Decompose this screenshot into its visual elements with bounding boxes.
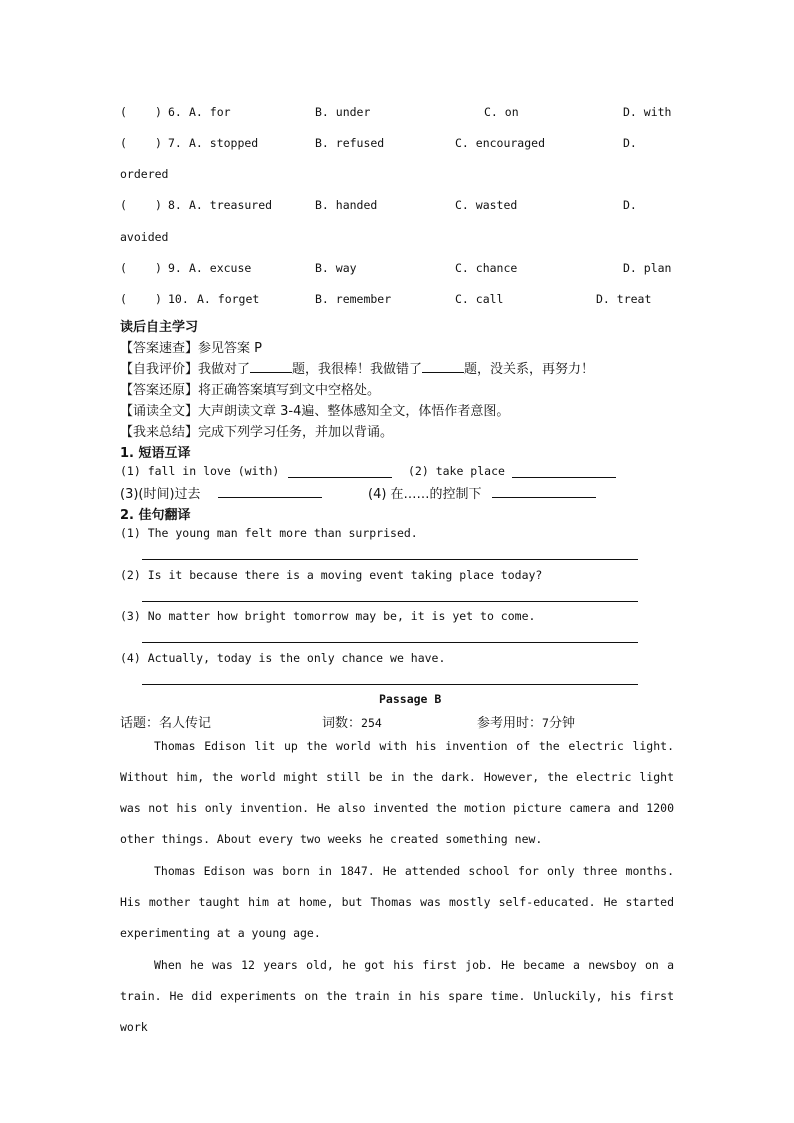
self-study-item-summary [120,421,393,440]
passage-paragraph-1: Thomas Edison lit up the world with his invention of the electric light. Without him, the world might still be in the dark. However, the electric light was not his only invention. He also invented the motion picture camera and 1200 other things. About every two weeks he created something new. [120,739,674,846]
time-unit: 分钟 [548,716,575,731]
time-value: 7 [542,716,549,730]
option-a: A. forget [197,292,260,306]
phrase-item-3: (3)(时间)过去 [120,487,201,502]
answer-paren-open: ( [120,261,127,275]
passage-reading-time [477,712,575,731]
self-study-item-read-aloud [120,400,509,419]
topic-label: 话题：名人传记 [120,716,212,731]
item-text: 大声朗读文章 3-4遍、整体感知全文，体悟作者意图。 [198,404,510,419]
phrase-item-1: (1) fall in love (with) [120,464,280,478]
time-label: 参考用时： [477,716,543,731]
option-c: C. encouraged [455,136,546,150]
option-d-wrap: avoided [120,230,169,244]
phrase-heading: 1. 短语互译 [120,446,191,461]
phrase-answer-line-3[interactable] [218,497,322,498]
option-c: C. on [484,105,519,119]
answer-paren-close: ) [155,136,162,150]
question-number: 9. [168,261,182,275]
option-d: D. [623,198,637,212]
question-number: 6. [168,105,182,119]
correct-count-blank[interactable] [250,360,292,373]
item-text: 参见答案 P [198,341,262,356]
phrase-answer-line-1[interactable] [288,477,392,478]
item-text: 完成下列学习任务，并加以背诵。 [198,425,394,440]
answer-paren-open: ( [120,105,127,119]
answer-paren-close: ) [155,198,162,212]
item-label: 【我来总结】 [120,425,199,440]
self-study-title: 读后自主学习 [120,320,199,335]
option-d: D. plan [623,261,672,275]
option-b: B. handed [315,198,378,212]
passage-word-count [322,712,382,731]
self-study-item-answer-check [120,337,262,356]
option-b: B. way [315,261,357,275]
item-label: 【答案速查】 [120,341,199,356]
option-c: C. chance [455,261,518,275]
option-c: C. call [455,292,504,306]
sentence-heading: 2. 佳句翻译 [120,508,191,523]
answer-paren-close: ) [155,105,162,119]
item-label: 【答案还原】 [120,383,199,398]
sentence-item-2: (2) Is it because there is a moving event taking place today? [120,568,543,582]
option-a: A. excuse [189,261,252,275]
option-b: B. remember [315,292,392,306]
passage-title: Passage B [379,692,442,706]
wrong-count-blank[interactable] [422,360,464,373]
answer-paren-open: ( [120,136,127,150]
item-label: 【诵读全文】 [120,404,199,419]
option-a: A. stopped [189,136,259,150]
passage-paragraph-2: Thomas Edison was born in 1847. He attended school for only three months. His mother taught him at home, but Thomas was mostly self-educated. He started experimenting at a young age. [120,864,674,940]
sentence-answer-line-2[interactable] [142,601,638,602]
self-study-item-answer-restore [120,379,380,398]
question-number: 10. [168,292,189,306]
phrase-answer-line-4[interactable] [492,497,596,498]
question-number: 7. [168,136,182,150]
item-text-c: 题，没关系，再努力！ [464,362,595,377]
answer-paren-close: ) [155,261,162,275]
option-c: C. wasted [455,198,518,212]
item-label: 【自我评价】 [120,362,199,377]
word-count-value: 254 [361,716,382,730]
item-text-b: 题，我很棒！我做错了 [292,362,423,377]
option-a: A. treasured [189,198,273,212]
option-d: D. with [623,105,672,119]
word-count-label: 词数： [322,716,362,731]
option-b: B. under [315,105,371,119]
option-d: D. [623,136,637,150]
question-number: 8. [168,198,182,212]
answer-paren-open: ( [120,198,127,212]
option-a: A. for [189,105,231,119]
answer-paren-close: ) [155,292,162,306]
sentence-answer-line-3[interactable] [142,642,638,643]
option-d: D. treat [596,292,652,306]
sentence-item-3: (3) No matter how bright tomorrow may be, it is yet to come. [120,609,536,623]
answer-paren-open: ( [120,292,127,306]
sentence-answer-line-1[interactable] [142,559,638,560]
option-b: B. refused [315,136,385,150]
passage-topic [120,712,211,731]
self-study-item-self-evaluation [120,358,594,377]
item-text-a: 我做对了 [198,362,251,377]
sentence-item-1: (1) The young man felt more than surprised. [120,526,418,540]
item-text: 将正确答案填写到文中空格处。 [198,383,381,398]
option-d-wrap: ordered [120,167,169,181]
sentence-answer-line-4[interactable] [142,684,638,685]
phrase-item-2: (2) take place [408,464,505,478]
phrase-item-4: (4) 在……的控制下 [368,487,482,502]
phrase-answer-line-2[interactable] [512,477,616,478]
sentence-item-4: (4) Actually, today is the only chance we have. [120,651,446,665]
passage-paragraph-3: When he was 12 years old, he got his first job. He became a newsboy on a train. He did experiments on the train in his spare time. Unluckily, his first work [120,958,674,1034]
